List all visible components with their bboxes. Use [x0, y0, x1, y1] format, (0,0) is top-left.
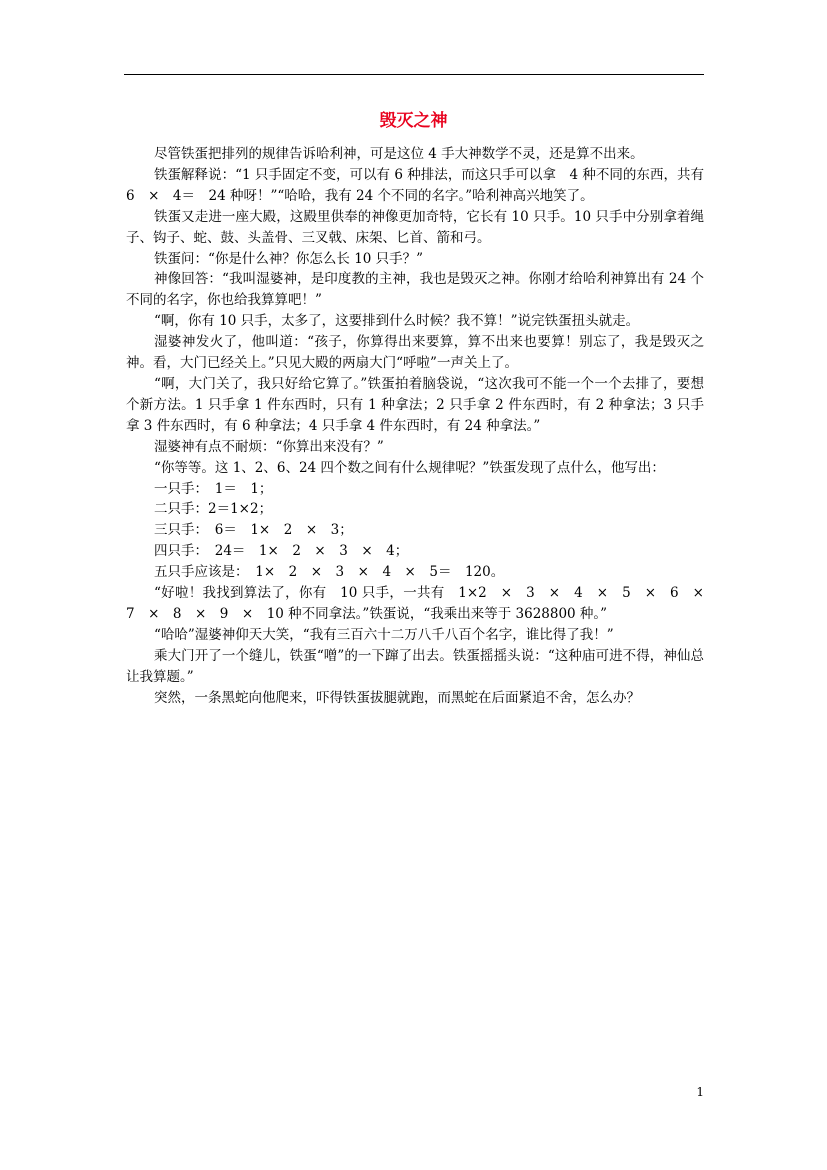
formula-line: 五只手应该是： 1× 2 × 3 × 4 × 5＝ 120。 — [154, 564, 505, 581]
formula-line: 二只手：2＝1×2； — [154, 501, 273, 518]
paragraph: 铁蛋问：“你是什么神？你怎么长 10 只手？” — [154, 250, 424, 267]
paragraph: 乘大门开了一个缝儿，铁蛋“噌”的一下蹿了出去。铁蛋摇摇头说：“这种庙可进不得，神仙总让我算题。” — [126, 647, 704, 685]
paragraph: 湿婆神有点不耐烦：“你算出来没有？” — [154, 438, 384, 455]
paragraph: 尽管铁蛋把排列的规律告诉哈利神，可是这位 4 手大神数学不灵，还是算不出来。 — [154, 146, 644, 162]
formula-line: 三只手： 6＝ 1× 2 × 3； — [154, 522, 353, 539]
document-title: 毁灭之神 — [379, 111, 448, 131]
paragraph: 铁蛋解释说：“1 只手固定不变，可以有 6 种排法，而这只手可以拿 4 种不同的东西，共有 6 × 4＝ 24 种呀！”“哈哈，我有 24 个不同的名字。”哈利神高兴地笑了。 — [126, 166, 718, 204]
paragraph: 湿婆神发火了，他叫道：“孩子，你算得出来要算，算不出来也要算！别忘了，我是毁灭之神。看，大门已经关上。”只见大殿的两扇大门“呼啦”一声关上了。 — [126, 334, 704, 372]
paragraph: “啊，大门关了，我只好给它算了。”铁蛋拍着脑袋说，“这次我可不能一个一个去排了，要想个新方法。1 只手拿 1 件东西时，只有 1 种拿法；2 只手拿 2 件东西时，有 2 种拿法；3 只手拿 3 件东西时，有 6 种拿法；4 只手拿 4 件东西时，有 24 种拿法。” — [126, 375, 704, 434]
paragraph: 突然，一条黑蛇向他爬来，吓得铁蛋拔腿就跑，而黑蛇在后面紧追不舍，怎么办？ — [154, 689, 640, 706]
paragraph: 神像回答：“我叫湿婆神，是印度教的主神，我也是毁灭之神。你刚才给哈利神算出有 24 个不同的名字，你也给我算算吧！” — [126, 271, 704, 309]
paragraph: “你等等。这 1、2、6、24 四个数之间有什么规律呢？”铁蛋发现了点什么，他写出： — [154, 459, 665, 476]
page-number: 1 — [696, 1085, 704, 1099]
paragraph: 铁蛋又走进一座大殿，这殿里供奉的神像更加奇特，它长有 10 只手。10 只手中分别拿着绳子、钩子、蛇、鼓、头盖骨、三叉戟、床架、匕首、箭和弓。 — [126, 208, 704, 246]
paragraph: “好啦！我找到算法了，你有 10 只手，一共有 1×2 × 3 × 4 × 5 × 6 × 7 × 8 × 9 × 10 种不同拿法。”铁蛋说，“我乘出来等于 3628800 种。” — [126, 585, 718, 622]
formula-line: 四只手： 24＝ 1× 2 × 3 × 4； — [154, 543, 409, 560]
header-rule — [124, 74, 704, 75]
formula-line: 一只手： 1＝ 1； — [154, 480, 273, 497]
document-body — [126, 144, 718, 708]
paragraph: “哈哈”湿婆神仰天大笑，“我有三百六十二万八千八百个名字，谁比得了我！” — [154, 626, 614, 643]
paragraph: “啊，你有 10 只手，太多了，这要排到什么时候？我不算！”说完铁蛋扭头就走。 — [154, 313, 640, 330]
